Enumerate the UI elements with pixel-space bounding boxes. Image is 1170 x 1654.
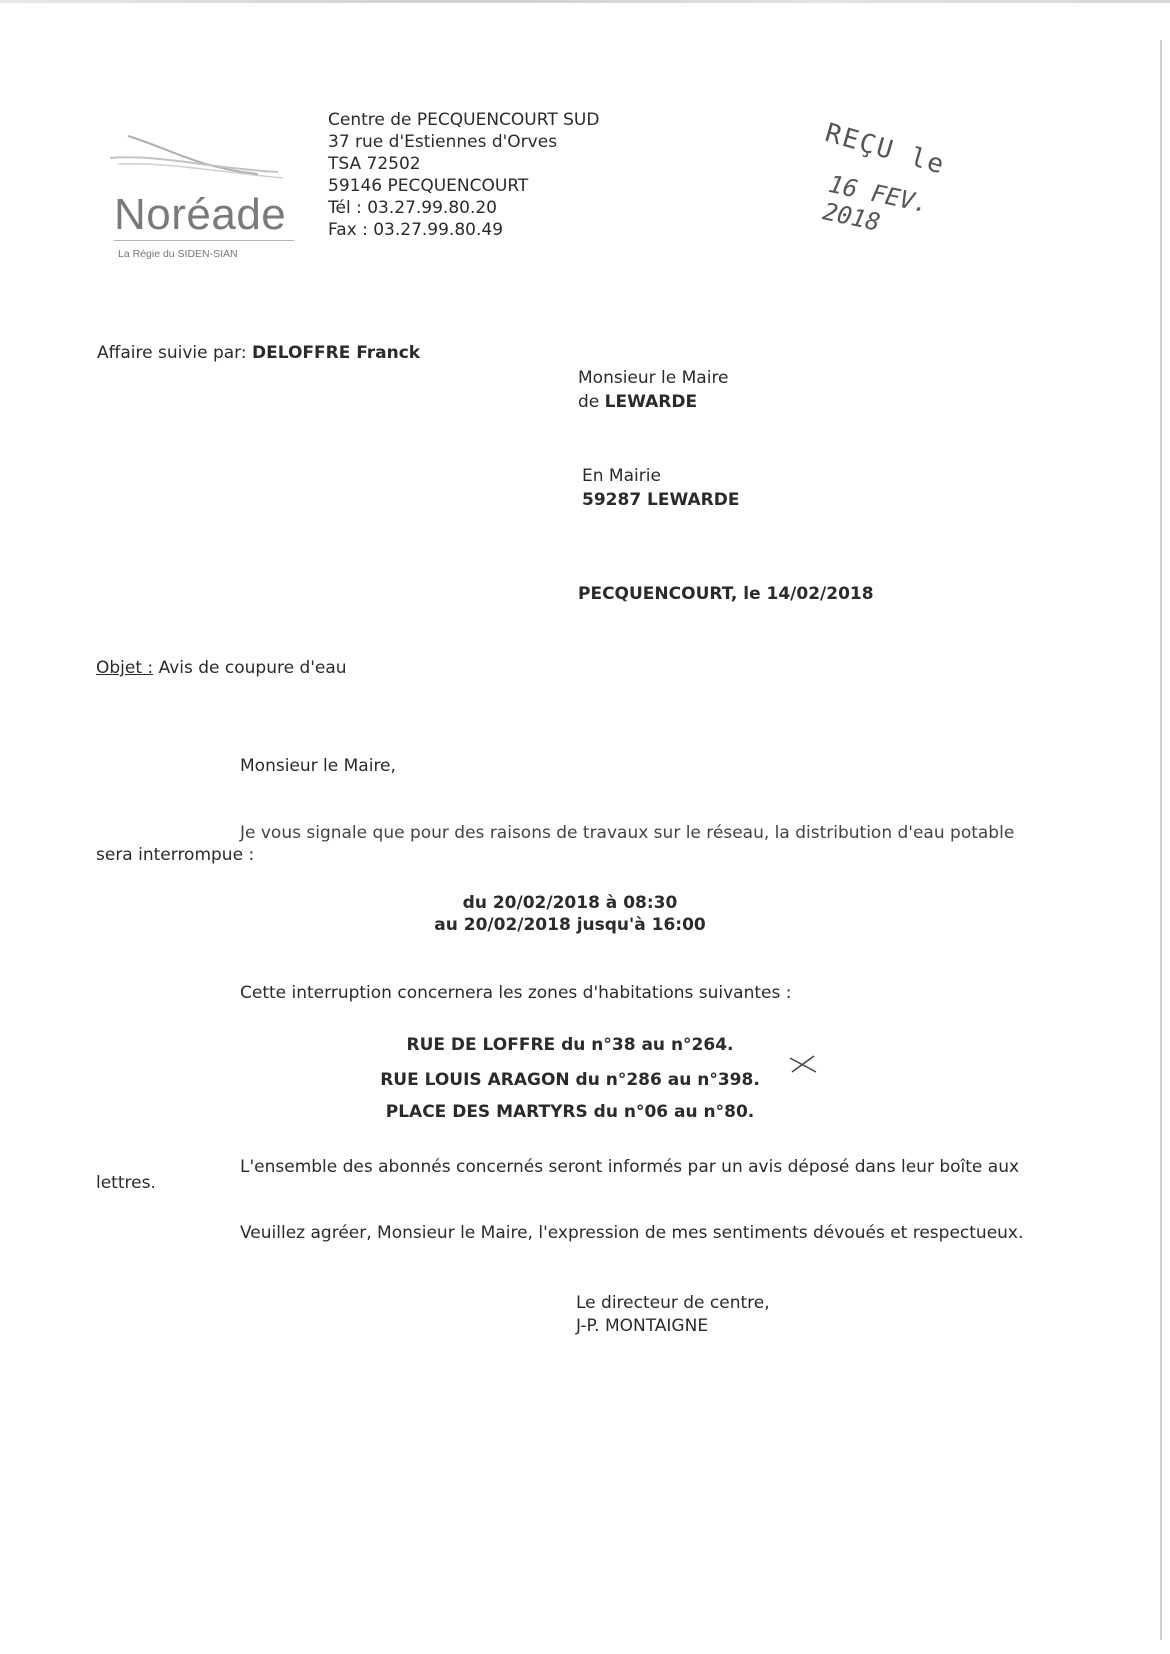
recipient-line1: Monsieur le Maire xyxy=(578,368,729,388)
recipient-line4: 59287 LEWARDE xyxy=(582,490,740,510)
sender-tsa: TSA 72502 xyxy=(328,154,421,174)
handwritten-x-mark-icon xyxy=(788,1054,818,1076)
intro-line-2: sera interrompue : xyxy=(96,845,255,865)
stamp-date: 16 FEV. 2018 xyxy=(820,170,931,237)
sender-street: 37 rue d'Estiennes d'Orves xyxy=(328,132,558,152)
zone-item: RUE LOUIS ARAGON du n°286 au n°398. xyxy=(380,1070,760,1090)
case-handler-name: DELOFFRE Franck xyxy=(252,343,421,363)
sender-name: Centre de PECQUENCOURT SUD xyxy=(328,110,600,130)
signature-block xyxy=(576,1292,770,1338)
zone-item: PLACE DES MARTYRS du n°06 au n°80. xyxy=(385,1102,755,1122)
recipient-town: LEWARDE xyxy=(604,392,698,412)
info-line-1: L'ensemble des abonnés concernés seront informés par un avis déposé dans leur boîte aux xyxy=(240,1157,1020,1177)
logo-wordmark: Noréade xyxy=(114,190,287,239)
signature-title: Le directeur de centre, xyxy=(576,1293,770,1313)
received-stamp xyxy=(820,112,980,242)
sender-fax: Fax : 03.27.99.80.49 xyxy=(328,220,504,240)
zone-item: RUE DE LOFFRE du n°38 au n°264. xyxy=(406,1035,734,1055)
recipient-address xyxy=(578,366,729,414)
intro-line-1: Je vous signale que pour des raisons de travaux sur le réseau, la distribution d'eau potable xyxy=(240,823,1015,843)
stamp-received-label: REÇU le xyxy=(821,118,949,181)
zones-intro: Cette interruption concernera les zones d'habitations suivantes : xyxy=(240,983,792,1003)
subject-line xyxy=(96,658,347,678)
signature-name: J-P. MONTAIGNE xyxy=(576,1316,709,1336)
logo-divider xyxy=(114,240,294,241)
recipient-line2: de LEWARDE xyxy=(578,392,698,412)
info-line-2: lettres. xyxy=(96,1173,156,1193)
noreade-logo xyxy=(108,128,308,268)
scan-edge-top xyxy=(0,0,1170,3)
subject-label: Objet : xyxy=(96,658,154,678)
sender-tel: Tél : 03.27.99.80.20 xyxy=(328,198,497,218)
subject-text: Avis de coupure d'eau xyxy=(158,658,347,678)
wave-icon xyxy=(108,128,308,198)
logo-tagline: La Régie du SIDEN-SIAN xyxy=(118,248,238,260)
closing-formula: Veuillez agréer, Monsieur le Maire, l'expression de mes sentiments dévoués et respectueux. xyxy=(240,1223,1024,1243)
period-from: du 20/02/2018 à 08:30 xyxy=(462,893,678,913)
recipient-line3: En Mairie xyxy=(582,466,661,486)
period-to: au 20/02/2018 jusqu'à 16:00 xyxy=(434,915,706,935)
place-date: PECQUENCOURT, le 14/02/2018 xyxy=(578,584,874,604)
sender-city: 59146 PECQUENCOURT xyxy=(328,176,529,196)
sender-address xyxy=(328,109,599,241)
case-handler-label: Affaire suivie par: xyxy=(97,343,247,363)
case-handler xyxy=(97,343,420,363)
recipient-mairie xyxy=(582,464,739,512)
scan-edge-right xyxy=(1160,40,1162,1640)
salutation: Monsieur le Maire, xyxy=(240,756,396,776)
